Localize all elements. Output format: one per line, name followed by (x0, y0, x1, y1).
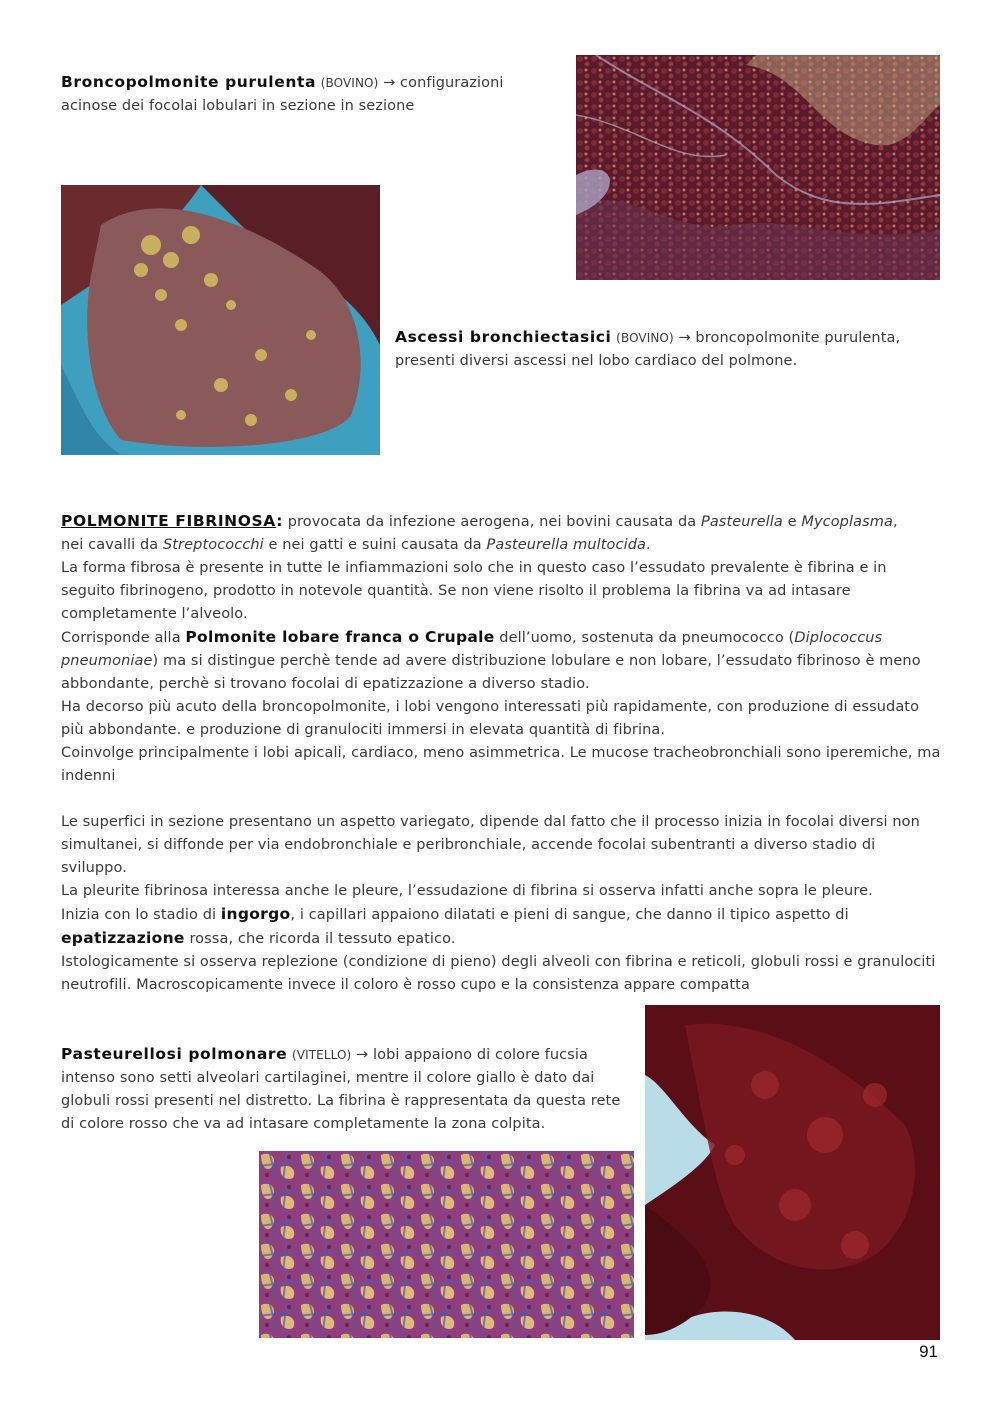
section-ascessi-text (395, 326, 955, 373)
broncopolmonite-title: Broncopolmonite purulenta (61, 73, 317, 91)
pasteurellosi-title: Pasteurellosi polmonare (61, 1045, 288, 1063)
fibrinosa-p3-t2: dell’uomo, sostenuta da pneumococco ( (494, 630, 795, 646)
pasteurellosi-species: (VITELLO) (291, 1048, 352, 1062)
fibrinosa-section (61, 510, 941, 997)
fibrinosa-p1-t6: . (646, 537, 651, 553)
fibrinosa-p8-t3: rossa, che ricorda il tessuto epatico. (184, 931, 456, 947)
fibrinosa-p1-t2: e (782, 514, 802, 530)
fibrinosa-p6: Le superfici in sezione presentano un aspetto variegato, dipende dal fatto che il processo inizia in focolai diversi non simultanei, si diffonde per via endobronchiale e peribronchiale, accende focolai subentranti a diverso stadio di sviluppo. (61, 814, 920, 876)
ascessi-species: (BOVINO) (616, 331, 674, 345)
histology-photo (259, 1151, 634, 1338)
fibrinosa-p3-t3: ) ma si distingue perchè tende ad avere distribuzione lobulare e non lobare, l’essudato fibrinoso è meno abbondante, perchè si trovano focolai di epatizzazione a diverso stadio. (61, 653, 921, 692)
fibrinosa-p5: Coinvolge principalmente i lobi apicali, cardiaco, meno asimmetrica. Le mucose tracheobronchiali sono iperemiche, ma indenni (61, 745, 941, 784)
section-broncopolmonite-text (61, 71, 551, 118)
fibrinosa-p3 (61, 626, 941, 696)
calf-lung-photo (645, 1005, 940, 1340)
broncopolmonite-species: (BOVINO) (320, 76, 379, 90)
fibrinosa-p8-t1: Inizia con lo stadio di (61, 907, 221, 923)
ascessi-desc-b: presenti diversi ascessi nel lobo cardiaco del polmone. (395, 353, 798, 369)
fibrinosa-p3-i1: Diplococcus pneumoniae (61, 630, 883, 669)
fibrinosa-p8 (61, 903, 941, 951)
fibrinosa-p8-b1: ingorgo (220, 905, 291, 923)
ascessi-title: Ascessi bronchiectasici (395, 328, 612, 346)
fibrinosa-p1 (61, 510, 941, 557)
fibrinosa-p3-b1: Polmonite lobare franca o Crupale (185, 628, 495, 646)
fibrinosa-p1-i2: Mycoplasma (801, 514, 893, 530)
fibrinosa-colon: : (276, 512, 283, 530)
fibrinosa-heading: POLMONITE FIBRINOSA (61, 512, 277, 530)
ascessi-desc-a: → broncopolmonite purulenta, (673, 330, 901, 346)
fibrinosa-p1-t3: , (892, 514, 898, 530)
fibrinosa-p1-i1: Pasteurella (700, 514, 783, 530)
fibrinosa-p8-b2: epatizzazione (61, 929, 185, 947)
fibrinosa-p1-t5: e nei gatti e suini causata da (263, 537, 487, 553)
fibrinosa-p1-i3: Streptococchi (162, 537, 264, 553)
fibrinosa-p1-t4: nei cavalli da (61, 537, 163, 553)
fibrinosa-p4: Ha decorso più acuto della broncopolmonite, i lobi vengono interessati più rapidamente, con produzione di essudato più abbondante. e produzione di granulociti immersi in elevata quantità di fibrina. (61, 699, 920, 738)
broncopolmonite-desc-a: → configurazioni (378, 75, 504, 91)
fibrinosa-p8-t2: , i capillari appaiono dilatati e pieni di sangue, che danno il tipico aspetto di (290, 907, 849, 923)
fibrinosa-p7: La pleurite fibrinosa interessa anche le pleure, l’essudazione di fibrina si osserva infatti anche sopra le pleure. (61, 883, 873, 899)
pasteurellosi-desc: → lobi appaiono di colore fucsia intenso sono setti alveolari cartilaginei, mentre il colore giallo è dato dai globuli rossi presenti nel distretto. La fibrina è rappresentata da questa rete di colore rosso che va ad intasare completamente la zona colpita. (61, 1047, 621, 1132)
fibrinosa-p2: La forma fibrosa è presente in tutte le infiammazioni solo che in questo caso l’essudato prevalente è fibrina e in seguito fibrinogeno, prodotto in notevole quantità. Se non viene risolto il problema la fibrina va ad intasare completamente l’alveolo. (61, 560, 887, 622)
abscess-lung-photo (61, 185, 380, 455)
page-number: 91 (919, 1342, 938, 1361)
section-pasteurellosi-text (61, 1043, 631, 1136)
lung-section-photo (576, 55, 940, 280)
broncopolmonite-desc-b: acinose dei focolai lobulari in sezione in sezione (61, 98, 415, 114)
fibrinosa-p3-t1: Corrisponde alla (61, 630, 186, 646)
fibrinosa-p9: Istologicamente si osserva replezione (condizione di pieno) degli alveoli con fibrina e reticoli, globuli rossi e granulociti neutrofili. Macroscopicamente invece il coloro è rosso cupo e la consistenza appare compatta (61, 954, 936, 993)
fibrinosa-p1-i4: Pasteurella multocida (486, 537, 647, 553)
fibrinosa-p1-t1: provocata da infezione aerogena, nei bovini causata da (283, 514, 701, 530)
